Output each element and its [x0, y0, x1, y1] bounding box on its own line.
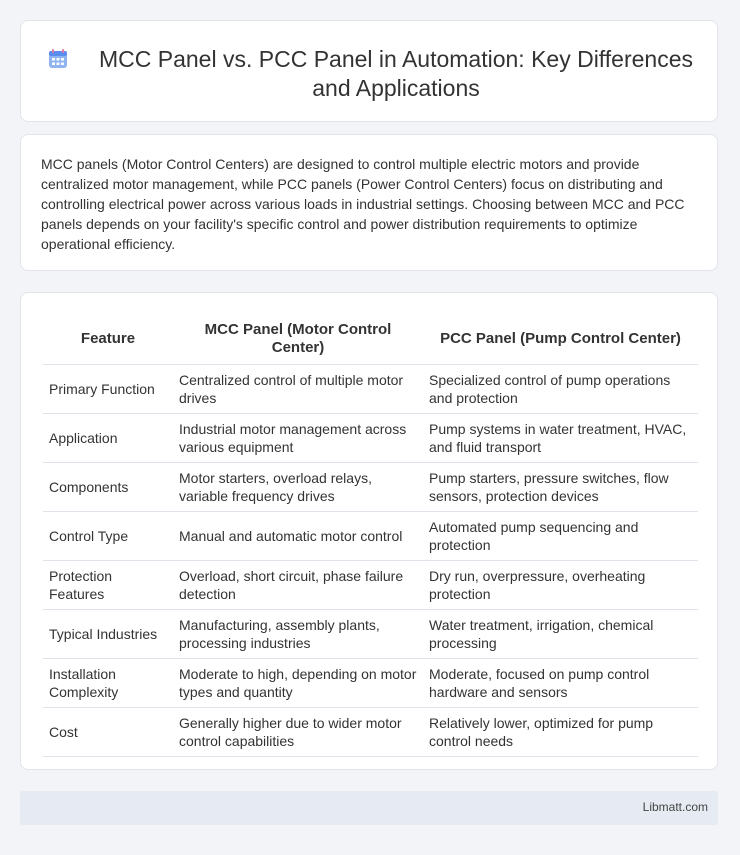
- pcc-cell: Pump systems in water treatment, HVAC, and fluid transport: [423, 414, 698, 463]
- footer: [20, 791, 718, 825]
- table-row: [43, 463, 698, 512]
- title-card: [20, 20, 718, 122]
- feature-cell: Primary Function: [43, 365, 173, 414]
- mcc-cell: Manufacturing, assembly plants, processing industries: [173, 610, 423, 659]
- table-row: [43, 708, 698, 757]
- footer-site-link[interactable]: Libmatt.com: [642, 800, 708, 814]
- pcc-cell: Relatively lower, optimized for pump control needs: [423, 708, 698, 757]
- mcc-cell: Manual and automatic motor control: [173, 512, 423, 561]
- feature-cell: Application: [43, 414, 173, 463]
- feature-cell: Protection Features: [43, 561, 173, 610]
- table-row: [43, 414, 698, 463]
- table-row: [43, 610, 698, 659]
- feature-cell: Installation Complexity: [43, 659, 173, 708]
- comparison-table: [43, 313, 698, 757]
- header-feature: Feature: [43, 313, 173, 365]
- feature-cell: Control Type: [43, 512, 173, 561]
- table-header-row: [43, 313, 698, 365]
- mcc-cell: Industrial motor management across various equipment: [173, 414, 423, 463]
- table-row: [43, 659, 698, 708]
- feature-cell: Components: [43, 463, 173, 512]
- comparison-card: [20, 292, 718, 770]
- mcc-cell: Motor starters, overload relays, variable frequency drives: [173, 463, 423, 512]
- feature-cell: Typical Industries: [43, 610, 173, 659]
- pcc-cell: Pump starters, pressure switches, flow sensors, protection devices: [423, 463, 698, 512]
- pcc-cell: Specialized control of pump operations and protection: [423, 365, 698, 414]
- table-row: [43, 561, 698, 610]
- feature-cell: Cost: [43, 708, 173, 757]
- pcc-cell: Dry run, overpressure, overheating protection: [423, 561, 698, 610]
- table-row: [43, 365, 698, 414]
- pcc-cell: Moderate, focused on pump control hardware and sensors: [423, 659, 698, 708]
- intro-card: [20, 134, 718, 271]
- mcc-cell: Centralized control of multiple motor drives: [173, 365, 423, 414]
- page-title: MCC Panel vs. PCC Panel in Automation: Key Differences and Applications: [98, 46, 693, 101]
- mcc-cell: Generally higher due to wider motor control capabilities: [173, 708, 423, 757]
- table-row: [43, 512, 698, 561]
- pcc-cell: Water treatment, irrigation, chemical processing: [423, 610, 698, 659]
- header-pcc: PCC Panel (Pump Control Center): [423, 313, 698, 365]
- mcc-cell: Moderate to high, depending on motor types and quantity: [173, 659, 423, 708]
- pcc-cell: Automated pump sequencing and protection: [423, 512, 698, 561]
- mcc-cell: Overload, short circuit, phase failure detection: [173, 561, 423, 610]
- header-mcc: MCC Panel (Motor Control Center): [173, 313, 423, 365]
- intro-text: MCC panels (Motor Control Centers) are designed to control multiple electric motors and provide centralized motor management, while PCC panels (Power Control Centers) focus on distributing and controlling electrical power across various loads in industrial settings. Choosing between MCC and PCC panels depends on your facility's specific control and power distribution requirements to optimize operational efficiency.: [41, 156, 685, 252]
